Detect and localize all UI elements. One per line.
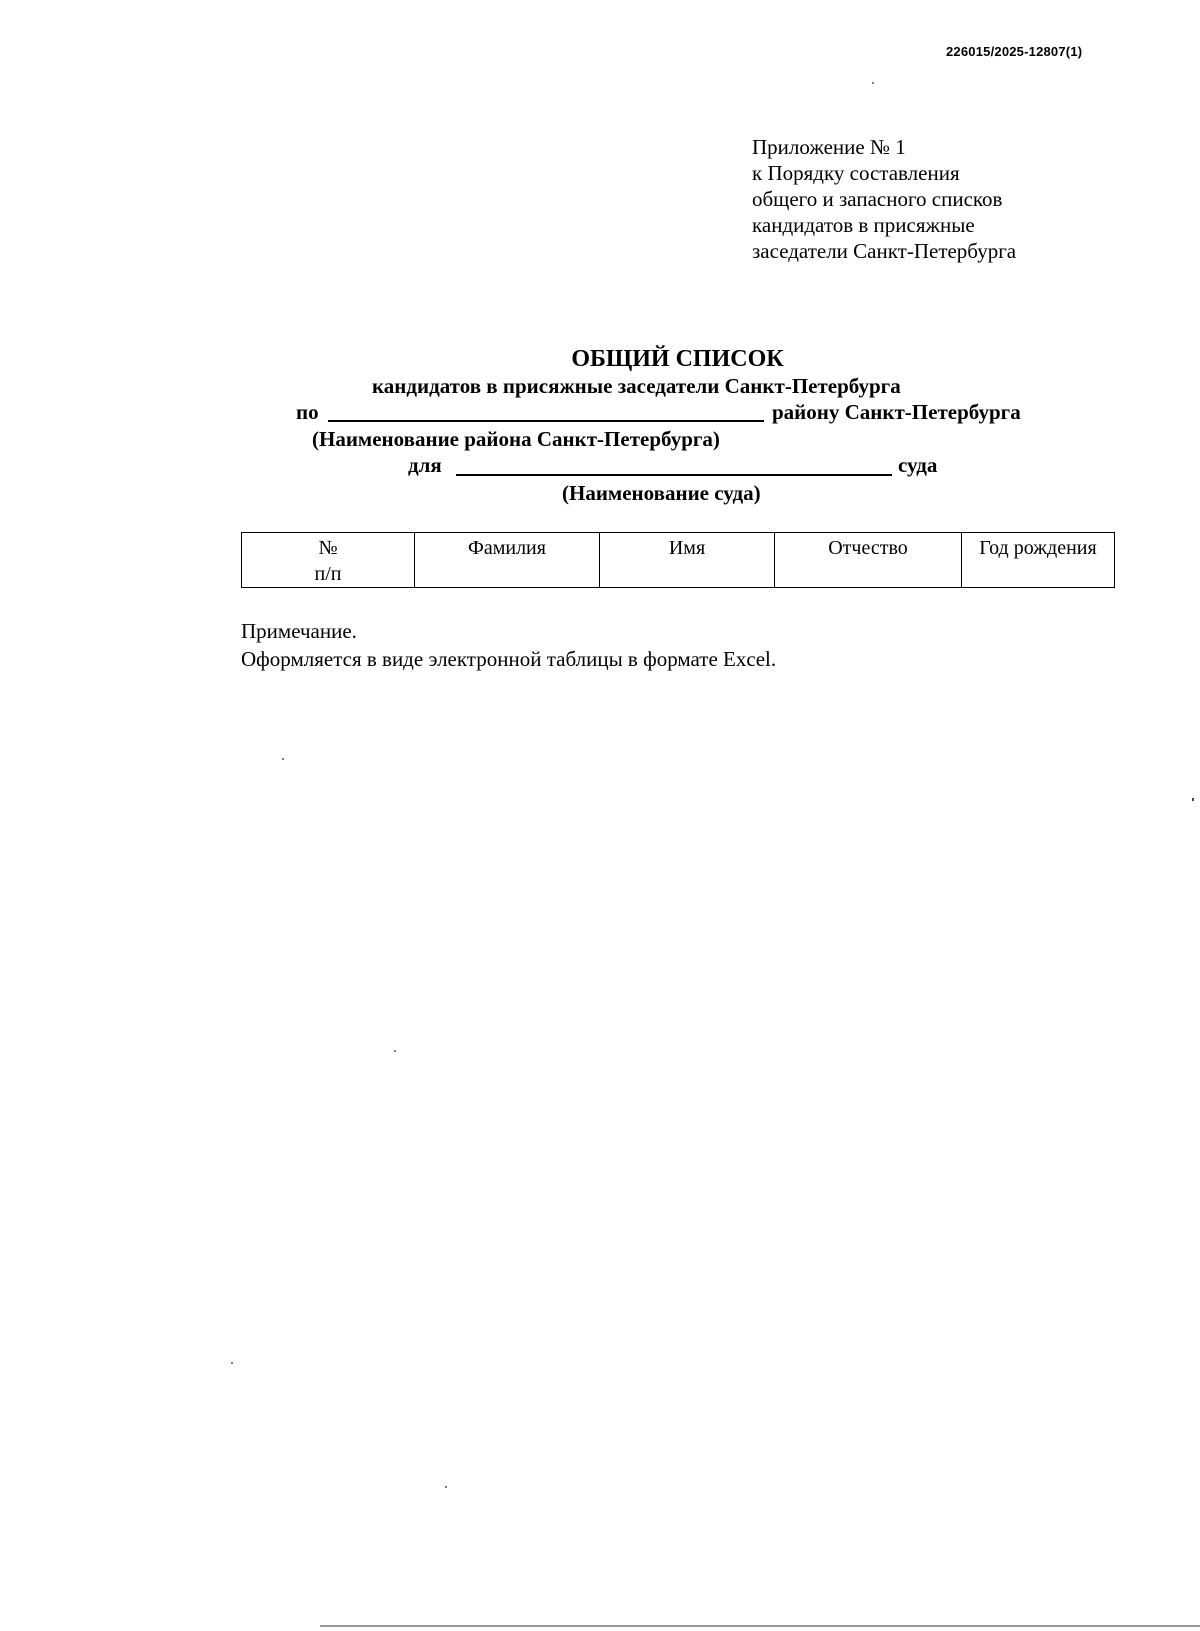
district-suffix: району Санкт-Петербурга — [772, 400, 1021, 424]
appendix-block — [752, 134, 1016, 264]
scan-speck — [231, 1362, 233, 1364]
candidates-table — [241, 532, 1115, 588]
document-id: 226015/2025-12807(1) — [946, 44, 1083, 59]
column-header-line: Фамилия — [468, 537, 546, 559]
column-header-surname — [415, 533, 600, 588]
column-header-line: Отчество — [828, 537, 908, 559]
column-header-name — [600, 533, 775, 588]
court-suffix: суда — [898, 453, 938, 477]
table-header-row — [242, 533, 1115, 588]
column-header-line: Год рождения — [979, 537, 1097, 559]
court-hint: (Наименование суда) — [562, 481, 761, 505]
note-label: Примечание. — [241, 619, 357, 643]
column-header-birth-year — [962, 533, 1115, 588]
scan-bottom-edge — [320, 1625, 1200, 1627]
scan-speck — [282, 758, 284, 760]
document-subtitle: кандидатов в присяжные заседатели Санкт-Петербурга — [372, 374, 901, 398]
scan-speck — [394, 1050, 396, 1052]
column-header-line: Имя — [668, 537, 706, 559]
scan-speck — [445, 1486, 447, 1488]
appendix-line: к Порядку составления — [752, 161, 960, 185]
court-prefix: для — [408, 453, 442, 477]
document-title: ОБЩИЙ СПИСОК — [571, 346, 784, 372]
column-header-line: п/п — [314, 563, 342, 585]
district-prefix: по — [296, 400, 319, 424]
district-hint: (Наименование района Санкт-Петербурга) — [312, 427, 720, 451]
note-text: Оформляется в виде электронной таблицы в формате Excel. — [241, 647, 777, 671]
column-header-patronymic — [775, 533, 962, 588]
appendix-line: общего и запасного списков — [752, 187, 1003, 211]
note-block — [241, 617, 776, 673]
court-blank-line — [456, 474, 892, 476]
appendix-line: Приложение № 1 — [752, 135, 906, 159]
column-header-number — [242, 533, 415, 588]
district-blank-line — [328, 420, 764, 422]
appendix-line: кандидатов в присяжные — [752, 213, 975, 237]
scan-edge-mark — [1192, 798, 1194, 801]
appendix-line: заседатели Санкт-Петербурга — [752, 239, 1017, 263]
column-header-line: № — [318, 537, 338, 559]
scan-speck — [872, 82, 874, 84]
